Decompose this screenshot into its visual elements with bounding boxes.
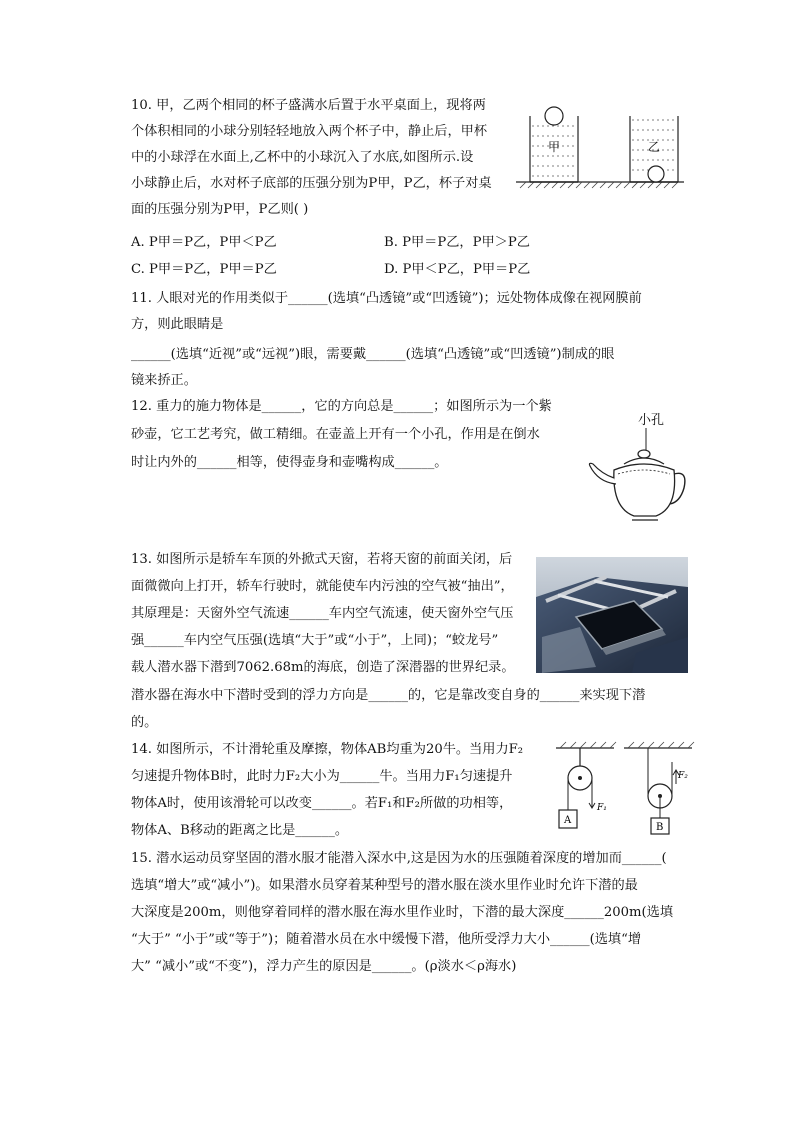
q15-line-2: 选填“增大”或“减小”)。如果潜水员穿着某种型号的潜水服在淡水里作业时允许下潜的最 xyxy=(131,878,638,893)
q10-line-5: 面的压强分别为P甲，P乙则( ) xyxy=(131,202,309,217)
q13-line-2: 面微微向上打开，轿车行驶时，就能使车内污浊的空气被“抽出”， xyxy=(131,579,514,594)
q10-option-c: C. P甲＝P乙，P甲＝P乙 xyxy=(131,262,277,277)
q12-line-3: 时让内外的______相等，使得壶身和壶嘴构成______。 xyxy=(131,455,448,470)
force-f2-label: F₂ xyxy=(678,771,688,781)
q11-line-1: 11. 人眼对光的作用类似于______(选填“凸透镜”或“凹透镜”)；远处物体成像在视网膜前 xyxy=(131,291,642,306)
force-f1-label: F₁ xyxy=(597,803,607,813)
q13-line-6: 潜水器在海水中下潜时受到的浮力方向是______的，它是靠改变自身的______来实现下潜 xyxy=(131,688,646,703)
q10-line-3: 中的小球浮在水面上,乙杯中的小球沉入了水底,如图所示.设 xyxy=(131,150,474,165)
q10-line-2: 个体积相同的小球分别轻轻地放入两个杯子中，静止后，甲杯 xyxy=(131,124,488,139)
q12-line-1: 12. 重力的施力物体是______，它的方向总是______；如图所示为一个紫 xyxy=(131,399,552,414)
pulley-figure xyxy=(550,740,700,840)
q11-line-3: ______(选填“近视”或“远视”)眼，需要戴______(选填“凸透镜”或“凹透镜”)制成的眼 xyxy=(131,347,615,362)
sunk-ball xyxy=(648,166,664,182)
q13-line-7: 的。 xyxy=(131,715,158,730)
q14-line-3: 物体A时，使用该滑轮可以改变______。若F₁和F₂所做的功相等， xyxy=(131,796,513,811)
block-a-label: A xyxy=(564,815,572,826)
q11-line-2: 方，则此眼睛是 xyxy=(131,317,224,332)
q10-line-1: 10. 甲，乙两个相同的杯子盛满水后置于水平桌面上，现将两 xyxy=(131,98,486,113)
cup-left-label: 甲 xyxy=(548,140,561,154)
q10-option-a: A. P甲＝P乙，P甲＜P乙 xyxy=(131,235,277,250)
q10-option-d: D. P甲＜P乙，P甲＝P乙 xyxy=(384,262,531,277)
teapot-figure xyxy=(584,408,688,526)
q10-line-4: 小球静止后，水对杯子底部的压强分别为P甲，P乙，杯子对桌 xyxy=(131,176,492,191)
hole-label: 小孔 xyxy=(638,413,665,428)
q11-line-4: 镜来挢正。 xyxy=(131,373,197,388)
floating-ball xyxy=(545,107,563,125)
q13-line-1: 13. 如图所示是轿车车顶的外掀式天窗，若将天窗的前面关闭，后 xyxy=(131,552,513,567)
q10-option-b: B. P甲＝P乙，P甲＞P乙 xyxy=(384,235,530,250)
car-sunroof-photo xyxy=(536,557,688,673)
q15-line-4: “大于” “小于”或“等于”)；随着潜水员在水中缓慢下潜，他所受浮力大小______(选填“增 xyxy=(131,932,642,947)
q14-line-4: 物体A、B移动的距离之比是______。 xyxy=(131,823,349,838)
q13-line-3: 其原理是：天窗外空气流速______车内空气流速，使天窗外空气压 xyxy=(131,606,514,621)
q15-line-1: 15. 潜水运动员穿坚固的潜水服才能潜入深水中,这是因为水的压强随着深度的增加而______( xyxy=(131,851,667,866)
q15-line-3: 大深度是200m，则他穿着同样的潜水服在海水里作业时，下潜的最大深度______200m(选填 xyxy=(131,905,674,920)
q13-line-4: 强______车内空气压强(选填“大于”或“小于”，上同)；“蛟龙号” xyxy=(131,633,499,648)
cup-right-label: 乙 xyxy=(648,140,661,154)
q14-line-1: 14. 如图所示，不计滑轮重及摩擦，物体AB均重为20牛。当用力F₂ xyxy=(131,742,524,757)
q13-line-5: 载人潜水器下潜到7062.68m的海底，创造了深潜器的世界纪录。 xyxy=(131,660,515,675)
two-cups-figure xyxy=(512,104,688,192)
block-b-label: B xyxy=(656,822,664,833)
q15-line-5: 大” “减小”或“不变”)，浮力产生的原因是______。(ρ淡水＜ρ海水) xyxy=(131,959,517,974)
q12-line-2: 砂壶，它工艺考究，做工精细。在壶盖上开有一个小孔，作用是在倒水 xyxy=(131,427,540,442)
q14-line-2: 匀速提升物体B时，此时力F₂大小为______牛。当用力F₁匀速提升 xyxy=(131,769,513,784)
